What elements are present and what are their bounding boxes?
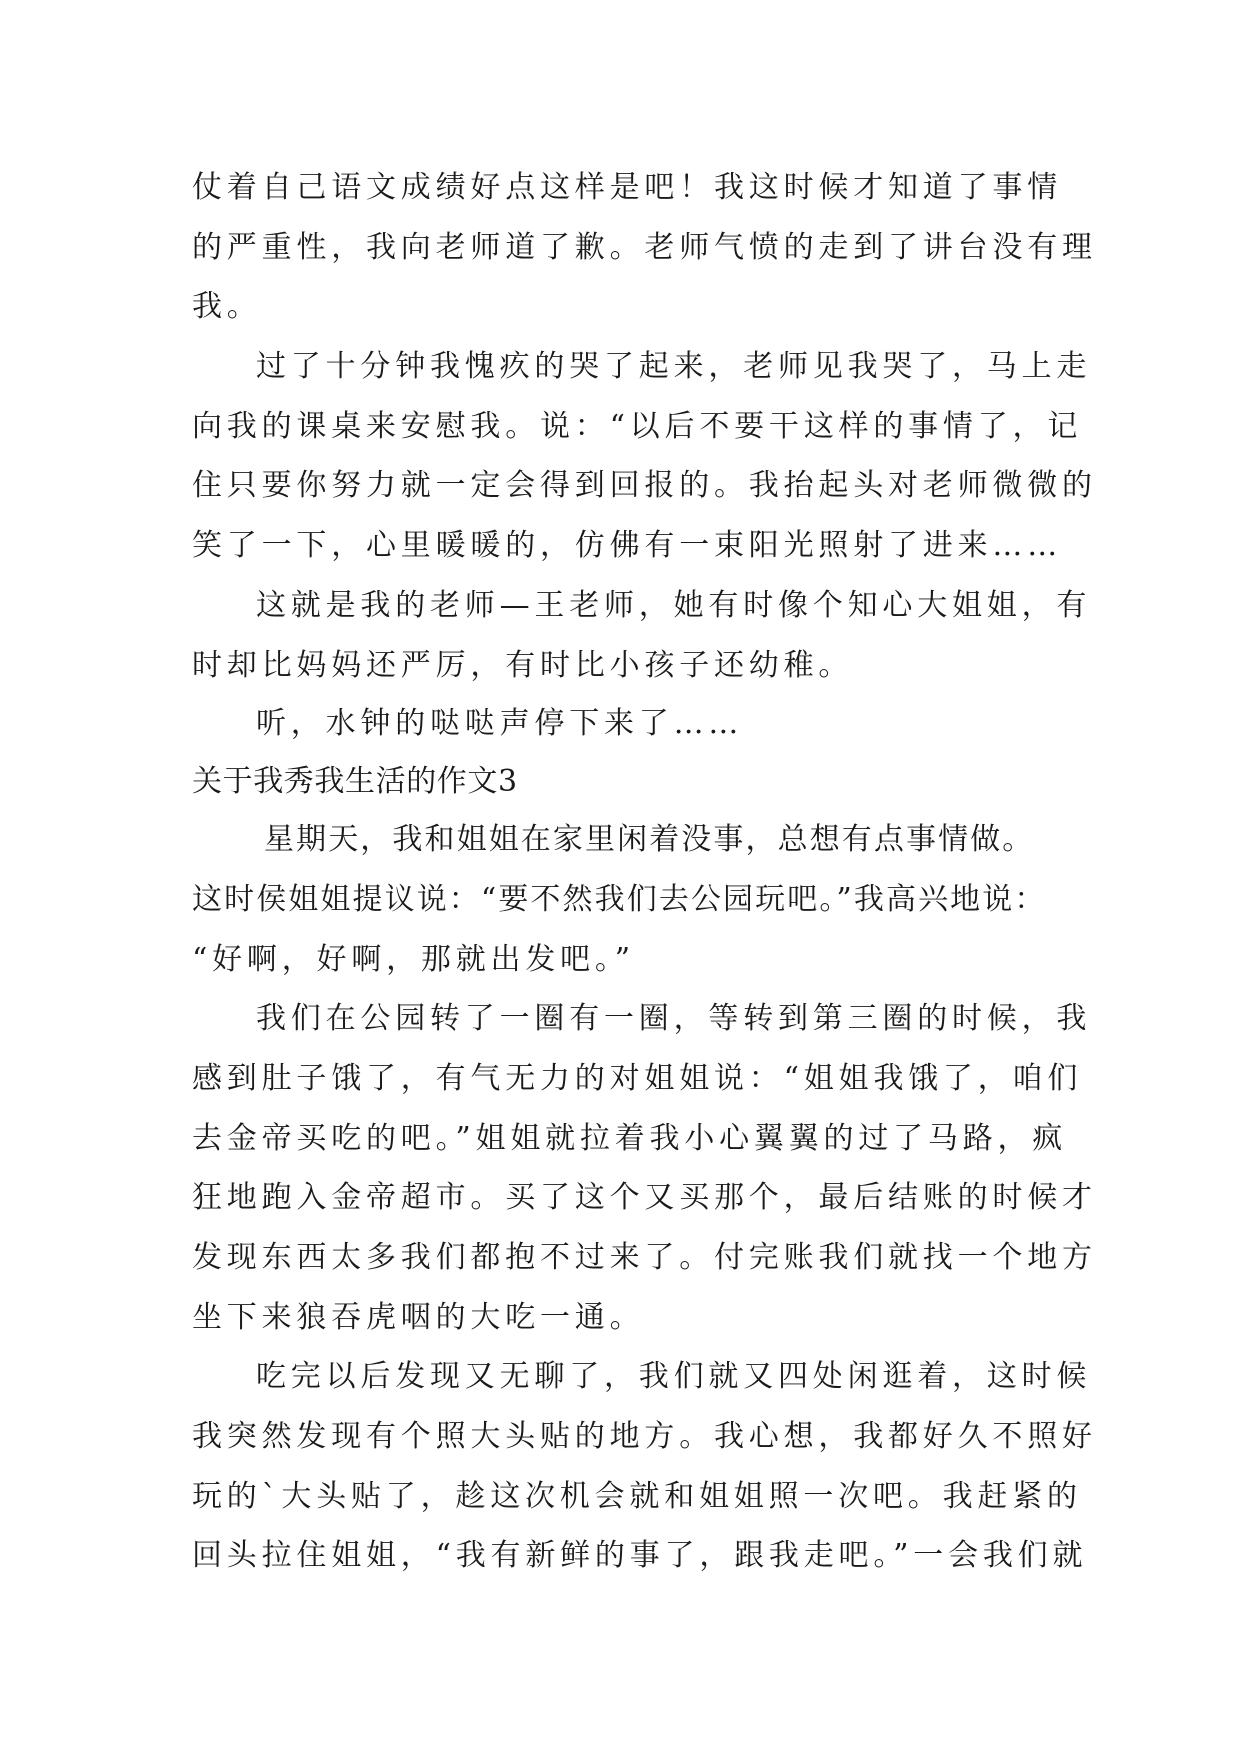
text-line: 狂地跑入金帝超市。买了这个又买那个，最后结账的时候才 — [192, 1180, 1097, 1215]
paragraph-first-line: 这就是我的老师—王老师，她有时像个知心大姐姐，有 — [256, 588, 1092, 623]
text-line: 回头拉住姐姐，“我有新鲜的事了，跟我走吧。”一会我们就 — [192, 1538, 1088, 1573]
text-line: 笑了一下，心里暖暖的，仿佛有一束阳光照射了进来…… — [192, 528, 1062, 563]
text-line: 去金帝买吃的吧。”姐姐就拉着我小心翼翼的过了马路，疯 — [192, 1121, 1068, 1156]
text-line: 住只要你努力就一定会得到回报的。我抬起头对老师微微的 — [192, 468, 1097, 503]
text-line: 向我的课桌来安慰我。说：“以后不要干这样的事情了，记 — [192, 409, 1083, 444]
text-line: 坐下来狼吞虎咽的大吃一通。 — [192, 1300, 645, 1335]
text-line: 感到肚子饿了，有气无力的对姐姐说：“姐姐我饿了，咱们 — [192, 1061, 1083, 1096]
text-line: 时却比妈妈还严厉，有时比小孩子还幼稚。 — [192, 648, 854, 683]
text-line: “好啊，好啊，那就出发吧。” — [192, 942, 635, 977]
paragraph-first-line: 我们在公园转了一圈有一圈，等转到第三圈的时候，我 — [256, 1001, 1092, 1036]
section-heading: 关于我秀我生活的作文3 — [192, 764, 518, 799]
paragraph-first-line: 星期天，我和姐姐在家里闲着没事，总想有点事情做。 — [264, 822, 1035, 857]
paragraph-first-line: 听，水钟的哒哒声停下来了…… — [256, 706, 744, 741]
text-line: 仗着自己语文成绩好点这样是吧！我这时候才知道了事情 — [192, 170, 1062, 205]
paragraph-first-line: 过了十分钟我愧疚的哭了起来，老师见我哭了，马上走 — [256, 349, 1092, 384]
text-line: 我突然发现有个照大头贴的地方。我心想，我都好久不照好 — [192, 1419, 1097, 1454]
text-line: 发现东西太多我们都抱不过来了。付完账我们就找一个地方 — [192, 1240, 1097, 1275]
text-line: 这时侯姐姐提议说：“要不然我们去公园玩吧。”我高兴地说： — [192, 882, 1047, 917]
text-line: 我。 — [192, 289, 262, 324]
text-line: 玩的`大头贴了，趁这次机会就和姐姐照一次吧。我赶紧的 — [192, 1479, 1082, 1514]
paragraph-first-line: 吃完以后发现又无聊了，我们就又四处闲逛着，这时候 — [256, 1359, 1092, 1394]
text-line: 的严重性，我向老师道了歉。老师气愤的走到了讲台没有理 — [192, 230, 1097, 265]
